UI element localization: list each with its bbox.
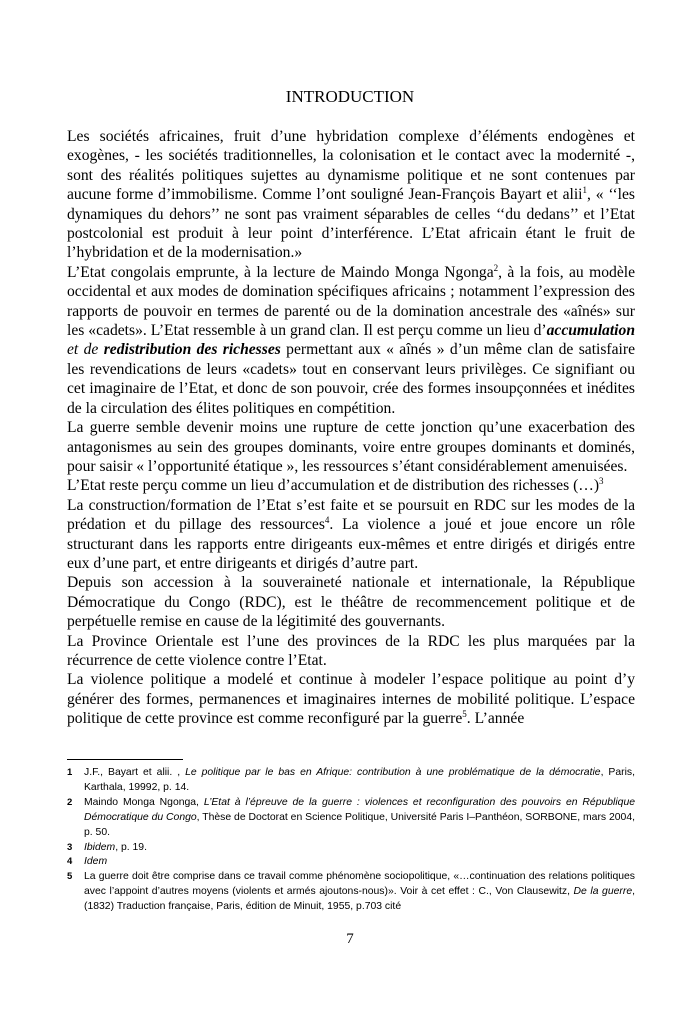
footnote-ref-1[interactable]: 1 <box>582 185 587 196</box>
footnote-ref-4[interactable]: 4 <box>324 514 330 525</box>
paragraph-7: La Province Orientale est l’une des provinces de la RDC les plus marquées par la récurrence de cette violence contre l’Etat. <box>67 632 635 669</box>
paragraph-5: La construction/formation de l’Etat s’est faite et se poursuit en RDC sur les modes de la prédation et du pillage des ressources$^4$. La violence a joué et joue encore un rôle structurant dans les rapports entre dirigeants eux-mêmes et entre dirigés et dirigés entre eux d’une part, et entre dirigeants et dirigés d’autre part. <box>67 496 635 572</box>
page-number: 7 <box>346 931 354 947</box>
footnote-number: 3 <box>67 841 73 853</box>
paragraph-3: La guerre semble devenir moins une rupture de cette jonction qu’une exacerbation des antagonismes au sein des groupes dominants, voire entre groupes dominants et dominés, pour saisir « l’opportunité étatique », les ressources s’étant considérablement amenuisées. <box>67 419 635 475</box>
page-title: INTRODUCTION <box>285 87 415 106</box>
footnote-ref-2[interactable]: 2 <box>493 262 499 273</box>
paragraph-2: L’Etat congolais emprunte, à la lecture de Maindo Monga Ngonga$^2$, à la fois, au modèle occidental et aux modes de domination spécifiques africains ; notamment l’expression des rapports de pouvoir en termes de parenté ou de la domination ancestrale des «aînés» sur les «cadets». L’Etat ressemble à un grand clan. Il est perçu comme un lieu d’accumulation et de redistribution des richesses permettant aux « aînés » d’un même clan de satisfaire les revendications de leurs «cadets» tout en conservant leurs privilèges. Ce signifiant ou cet imaginaire de l’Etat, et donc de son pouvoir, crée des formes insoupçonnées et inédites de la circulation des élites politiques en compétition. <box>67 262 635 417</box>
emphasis-accumulation: accumulation <box>546 322 635 340</box>
paragraph-8: La violence politique a modelé et continue à modeler l’espace politique au point d’y générer des formes, permanences et imaginaires internes de mobilité politique. L’espace politique de cette province est comme reconfiguré par la guerre$^5$. L’année <box>67 671 635 728</box>
footnote-3: 3 Ibidem, p. 19. <box>67 841 635 856</box>
footnote-5: 5 La guerre doit être comprise dans ce travail comme phénomène sociopolitique, «…continuation des relations politiques avec l’appoint d’autres moyens (violents et armés ajoutons-nous)». Voir à cet effet : C., Von Clausewitz, De la guerre, (1832) Traduction française, Paris, édition de Minuit, 1955, p.703 cité <box>67 871 635 913</box>
paragraph-1: Les sociétés africaines, fruit d’une hybridation complexe d’éléments endogènes et exogènes, - les sociétés traditionnelles, la colonisation et le contact avec la modernité -, sont des réalités politiques sujettes au dynamisme politique et ne sont contenues par aucune forme d’immobilisme. Comme l’ont souligné Jean-François Bayart et alii$^1$, « ‘‘les dynamiques du dehors’’ ne sont pas vraiment séparables de celles ‘‘du dedans’’ et l’Etat postcolonial est produit à leur point d’interférence. L’Etat africain étant le fruit de l’hybridation et de la modernisation.» <box>67 128 635 262</box>
footnote-number: 5 <box>67 871 73 883</box>
footnote-number: 2 <box>67 796 73 808</box>
footnote-2: 2 Maindo Monga Ngonga, L’Etat à l’épreuve de la guerre : violences et reconfiguration des pouvoirs en République Démocratique du Congo, Thèse de Doctorat en Science Politique, Université Paris I–Panthéon, SORBONE, mars 2004, p. 50. <box>67 796 636 838</box>
footnote-ref-5[interactable]: 5 <box>462 709 467 719</box>
body-text <box>67 127 635 729</box>
footnote-ref-3[interactable]: 3 <box>599 476 604 487</box>
footnote-number: 1 <box>67 767 73 778</box>
footnote-separator <box>67 759 183 760</box>
footnote-1: 1 J.F., Bayart et alii. , Le politique par le bas en Afrique: contribution à une problématique de la démocratie, Paris, Karthala, 19992, p. 14. <box>67 767 635 793</box>
paragraph-6: Depuis son accession à la souveraineté nationale et internationale, la République Démocratique du Congo (RDC), est le théâtre de recommencement politique et de perpétuelle remise en cause de la légitimité des gouvernants. <box>67 574 635 631</box>
paragraph-4: L’Etat reste perçu comme un lieu d’accumulation et de distribution des richesses (…)$^3$ <box>67 476 604 495</box>
emphasis-redistribution: redistribution des richesses <box>103 341 281 359</box>
footnotes <box>67 766 635 915</box>
footnote-4: 4 Idem <box>67 855 635 870</box>
footnote-number: 4 <box>67 856 73 868</box>
